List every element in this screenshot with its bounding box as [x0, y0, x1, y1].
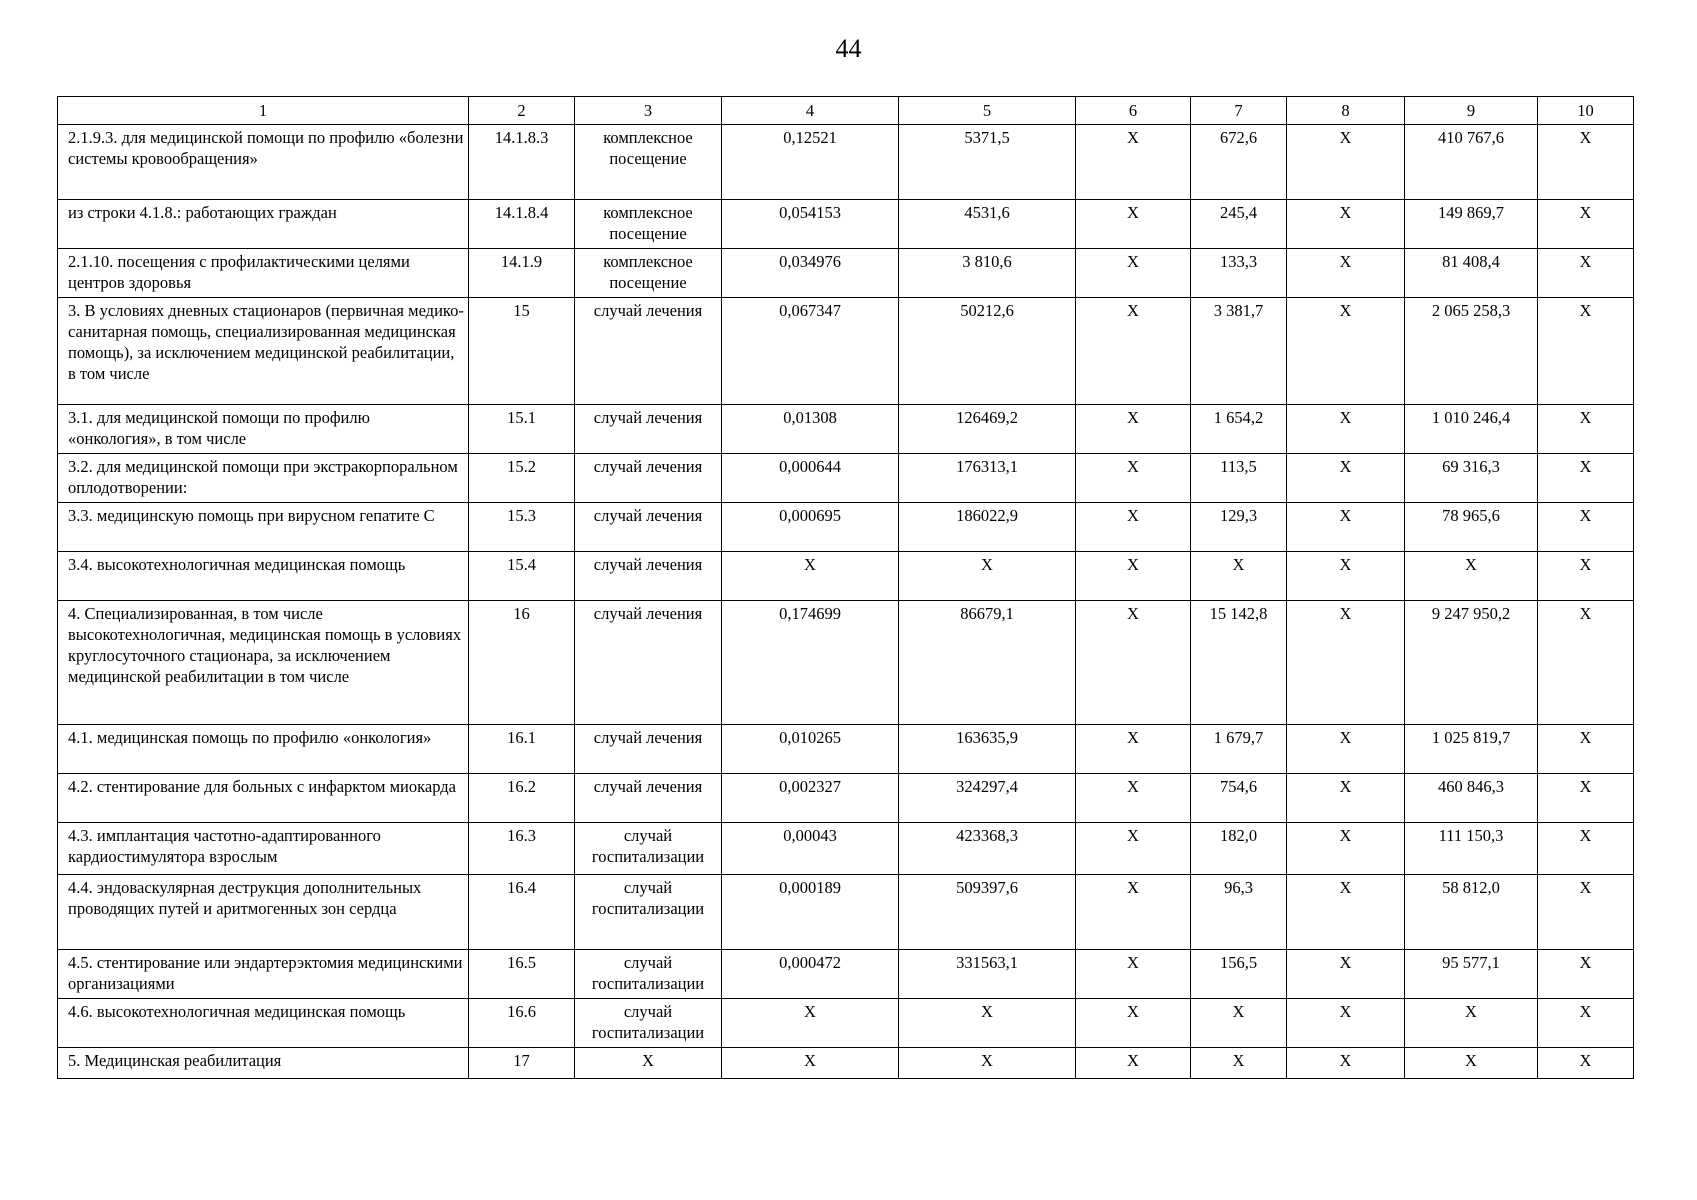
table-cell: случай лечения — [575, 503, 722, 552]
table-cell: 0,12521 — [722, 125, 899, 200]
table-cell: 9 247 950,2 — [1405, 601, 1538, 725]
table-cell: X — [1287, 200, 1405, 249]
table-cell: 1 679,7 — [1191, 725, 1287, 774]
table-cell: X — [575, 1048, 722, 1079]
table-cell: 81 408,4 — [1405, 249, 1538, 298]
table-cell: случай лечения — [575, 601, 722, 725]
table-cell: X — [1287, 1048, 1405, 1079]
column-header: 8 — [1287, 97, 1405, 125]
table-cell: 0,010265 — [722, 725, 899, 774]
table-cell: комплексное посещение — [575, 125, 722, 200]
table-cell: 14.1.8.3 — [469, 125, 575, 200]
table-cell: X — [1538, 601, 1634, 725]
table-cell: X — [1538, 725, 1634, 774]
table-cell: 58 812,0 — [1405, 875, 1538, 950]
table-cell: X — [1287, 875, 1405, 950]
table-cell: 16.3 — [469, 823, 575, 875]
table-row — [58, 125, 1634, 200]
table-cell: 16.1 — [469, 725, 575, 774]
table-cell: X — [1287, 454, 1405, 503]
row-label-cell: 3.4. высокотехнологичная медицинская помощь — [58, 552, 469, 601]
column-header: 9 — [1405, 97, 1538, 125]
table-cell: 15.4 — [469, 552, 575, 601]
table-cell: 0,000644 — [722, 454, 899, 503]
table-cell: X — [1538, 125, 1634, 200]
table-cell: 15.3 — [469, 503, 575, 552]
table-cell: 672,6 — [1191, 125, 1287, 200]
table-cell: X — [1538, 950, 1634, 999]
row-label-cell: 4.4. эндоваскулярная деструкция дополнительных проводящих путей и аритмогенных зон сердца — [58, 875, 469, 950]
table-cell: X — [722, 552, 899, 601]
table-cell: 324297,4 — [899, 774, 1076, 823]
table-cell: 0,01308 — [722, 405, 899, 454]
table-cell: X — [899, 1048, 1076, 1079]
table-cell: X — [1076, 298, 1191, 405]
table-cell: X — [1076, 249, 1191, 298]
table-cell: X — [1076, 1048, 1191, 1079]
table-cell: X — [1287, 552, 1405, 601]
page-number: 44 — [835, 34, 862, 63]
table-cell: 4531,6 — [899, 200, 1076, 249]
table-cell: 5371,5 — [899, 125, 1076, 200]
row-label-cell: 2.1.9.3. для медицинской помощи по профилю «болезни системы кровообращения» — [58, 125, 469, 200]
table-cell: 754,6 — [1191, 774, 1287, 823]
table-row — [58, 999, 1634, 1048]
table-cell: X — [1405, 999, 1538, 1048]
table-cell: 133,3 — [1191, 249, 1287, 298]
column-header: 1 — [58, 97, 469, 125]
table-cell: X — [1191, 999, 1287, 1048]
table-cell: X — [1076, 999, 1191, 1048]
table-cell: X — [1538, 454, 1634, 503]
table-cell: 69 316,3 — [1405, 454, 1538, 503]
table-cell: X — [1405, 552, 1538, 601]
table-cell: 129,3 — [1191, 503, 1287, 552]
table-cell: 16.2 — [469, 774, 575, 823]
table-cell: X — [1076, 405, 1191, 454]
table-row — [58, 601, 1634, 725]
row-label-cell: 4. Специализированная, в том числе высокотехнологичная, медицинская помощь в условиях круглосуточного стационара, за исключением медицинской реабилитации в том числе — [58, 601, 469, 725]
table-row — [58, 454, 1634, 503]
table-cell: X — [1538, 405, 1634, 454]
table-cell: 2 065 258,3 — [1405, 298, 1538, 405]
column-header: 6 — [1076, 97, 1191, 125]
table-cell: 111 150,3 — [1405, 823, 1538, 875]
table-cell: X — [1538, 875, 1634, 950]
data-table — [57, 96, 1634, 1079]
table-cell: 460 846,3 — [1405, 774, 1538, 823]
table-cell: X — [1287, 950, 1405, 999]
table-cell: 331563,1 — [899, 950, 1076, 999]
table-cell: 1 025 819,7 — [1405, 725, 1538, 774]
table-cell: 16 — [469, 601, 575, 725]
table-cell: 50212,6 — [899, 298, 1076, 405]
table-cell: комплексное посещение — [575, 200, 722, 249]
table-cell: X — [1287, 774, 1405, 823]
table-cell: 3 810,6 — [899, 249, 1076, 298]
table-cell: 186022,9 — [899, 503, 1076, 552]
table-row — [58, 552, 1634, 601]
table-cell: 14.1.8.4 — [469, 200, 575, 249]
row-label-cell: 5. Медицинская реабилитация — [58, 1048, 469, 1079]
table-cell: 0,054153 — [722, 200, 899, 249]
table-cell: случай лечения — [575, 725, 722, 774]
row-label-cell: 4.2. стентирование для больных с инфарктом миокарда — [58, 774, 469, 823]
row-label-cell: 4.6. высокотехнологичная медицинская помощь — [58, 999, 469, 1048]
table-cell: X — [1076, 875, 1191, 950]
header-row — [58, 97, 1634, 125]
table-cell: 0,067347 — [722, 298, 899, 405]
table-cell: X — [1076, 601, 1191, 725]
table-cell: 86679,1 — [899, 601, 1076, 725]
table-cell: X — [1538, 999, 1634, 1048]
table-cell: 15 142,8 — [1191, 601, 1287, 725]
table-cell: X — [1538, 200, 1634, 249]
row-label-cell: из строки 4.1.8.: работающих граждан — [58, 200, 469, 249]
table-cell: X — [1076, 125, 1191, 200]
table-cell: 0,00043 — [722, 823, 899, 875]
table-cell: случай лечения — [575, 774, 722, 823]
row-label-cell: 3. В условиях дневных стационаров (первичная медико-санитарная помощь, специализированная медицинская помощь), за исключением медицинской реабилитации, в том числе — [58, 298, 469, 405]
table-cell: 156,5 — [1191, 950, 1287, 999]
table-row — [58, 1048, 1634, 1079]
table-row — [58, 725, 1634, 774]
table-cell: X — [1287, 503, 1405, 552]
table-cell: X — [1538, 823, 1634, 875]
row-label-cell: 3.3. медицинскую помощь при вирусном гепатите С — [58, 503, 469, 552]
table-cell: 15.2 — [469, 454, 575, 503]
table-cell: X — [1538, 298, 1634, 405]
table-cell: 0,034976 — [722, 249, 899, 298]
table-cell: 245,4 — [1191, 200, 1287, 249]
table-cell: X — [1191, 552, 1287, 601]
table-cell: X — [1287, 125, 1405, 200]
table-cell: X — [1287, 298, 1405, 405]
table-cell: 509397,6 — [899, 875, 1076, 950]
table-cell: 0,000472 — [722, 950, 899, 999]
row-label-cell: 4.1. медицинская помощь по профилю «онкология» — [58, 725, 469, 774]
table-cell: 95 577,1 — [1405, 950, 1538, 999]
table-cell: случай госпитализации — [575, 823, 722, 875]
table-cell: 176313,1 — [899, 454, 1076, 503]
table-cell: 96,3 — [1191, 875, 1287, 950]
table-cell: X — [1287, 999, 1405, 1048]
table-cell: 15 — [469, 298, 575, 405]
row-label-cell: 2.1.10. посещения с профилактическими целями центров здоровья — [58, 249, 469, 298]
table-cell: X — [1076, 774, 1191, 823]
row-label-cell: 4.5. стентирование или эндартерэктомия медицинскими организациями — [58, 950, 469, 999]
table-cell: случай лечения — [575, 405, 722, 454]
table-cell: X — [722, 1048, 899, 1079]
table-cell: 410 767,6 — [1405, 125, 1538, 200]
table-cell: X — [1076, 552, 1191, 601]
table-cell: 17 — [469, 1048, 575, 1079]
table-cell: 1 010 246,4 — [1405, 405, 1538, 454]
table-cell: 15.1 — [469, 405, 575, 454]
column-header: 2 — [469, 97, 575, 125]
table-cell: случай госпитализации — [575, 999, 722, 1048]
table-cell: X — [1287, 249, 1405, 298]
table-cell: 3 381,7 — [1191, 298, 1287, 405]
table-cell: X — [1287, 601, 1405, 725]
table-cell: X — [1538, 774, 1634, 823]
table-row — [58, 298, 1634, 405]
table-row — [58, 503, 1634, 552]
table-cell: 182,0 — [1191, 823, 1287, 875]
table-row — [58, 950, 1634, 999]
table-cell: 14.1.9 — [469, 249, 575, 298]
table-cell: 163635,9 — [899, 725, 1076, 774]
table-cell: X — [1405, 1048, 1538, 1079]
table-cell: X — [899, 552, 1076, 601]
table-cell: X — [1287, 405, 1405, 454]
table-cell: X — [1538, 1048, 1634, 1079]
table-row — [58, 405, 1634, 454]
column-header: 4 — [722, 97, 899, 125]
table-cell: X — [1076, 950, 1191, 999]
table-row — [58, 823, 1634, 875]
row-label-cell: 3.1. для медицинской помощи по профилю «онкология», в том числе — [58, 405, 469, 454]
table-cell: X — [1076, 823, 1191, 875]
table-cell: X — [1076, 503, 1191, 552]
column-header: 3 — [575, 97, 722, 125]
column-header: 5 — [899, 97, 1076, 125]
table-row — [58, 774, 1634, 823]
table-row — [58, 200, 1634, 249]
table-cell: X — [1538, 249, 1634, 298]
column-header: 7 — [1191, 97, 1287, 125]
table-row — [58, 875, 1634, 950]
table-cell: 0,174699 — [722, 601, 899, 725]
table-cell: X — [1076, 454, 1191, 503]
table-cell: 16.4 — [469, 875, 575, 950]
table-cell: случай госпитализации — [575, 950, 722, 999]
table-cell: X — [1538, 503, 1634, 552]
table-cell: случай госпитализации — [575, 875, 722, 950]
table-cell: 423368,3 — [899, 823, 1076, 875]
table-cell: X — [1076, 725, 1191, 774]
table-cell: 16.5 — [469, 950, 575, 999]
table-cell: X — [1287, 823, 1405, 875]
table-cell: комплексное посещение — [575, 249, 722, 298]
column-header: 10 — [1538, 97, 1634, 125]
table-cell: X — [899, 999, 1076, 1048]
table-cell: X — [722, 999, 899, 1048]
table-cell: 0,002327 — [722, 774, 899, 823]
table-cell: 0,000189 — [722, 875, 899, 950]
table-cell: 16.6 — [469, 999, 575, 1048]
table-cell: 0,000695 — [722, 503, 899, 552]
table-cell: случай лечения — [575, 454, 722, 503]
table-cell: X — [1538, 552, 1634, 601]
table-cell: случай лечения — [575, 298, 722, 405]
table-cell: X — [1076, 200, 1191, 249]
row-label-cell: 4.3. имплантация частотно-адаптированного кардиостимулятора взрослым — [58, 823, 469, 875]
table-cell: 126469,2 — [899, 405, 1076, 454]
table-row — [58, 249, 1634, 298]
table-cell: X — [1191, 1048, 1287, 1079]
table-cell: X — [1287, 725, 1405, 774]
table-cell: случай лечения — [575, 552, 722, 601]
row-label-cell: 3.2. для медицинской помощи при экстракорпоральном оплодотворении: — [58, 454, 469, 503]
table-cell: 113,5 — [1191, 454, 1287, 503]
table-cell: 149 869,7 — [1405, 200, 1538, 249]
table-cell: 78 965,6 — [1405, 503, 1538, 552]
table-cell: 1 654,2 — [1191, 405, 1287, 454]
